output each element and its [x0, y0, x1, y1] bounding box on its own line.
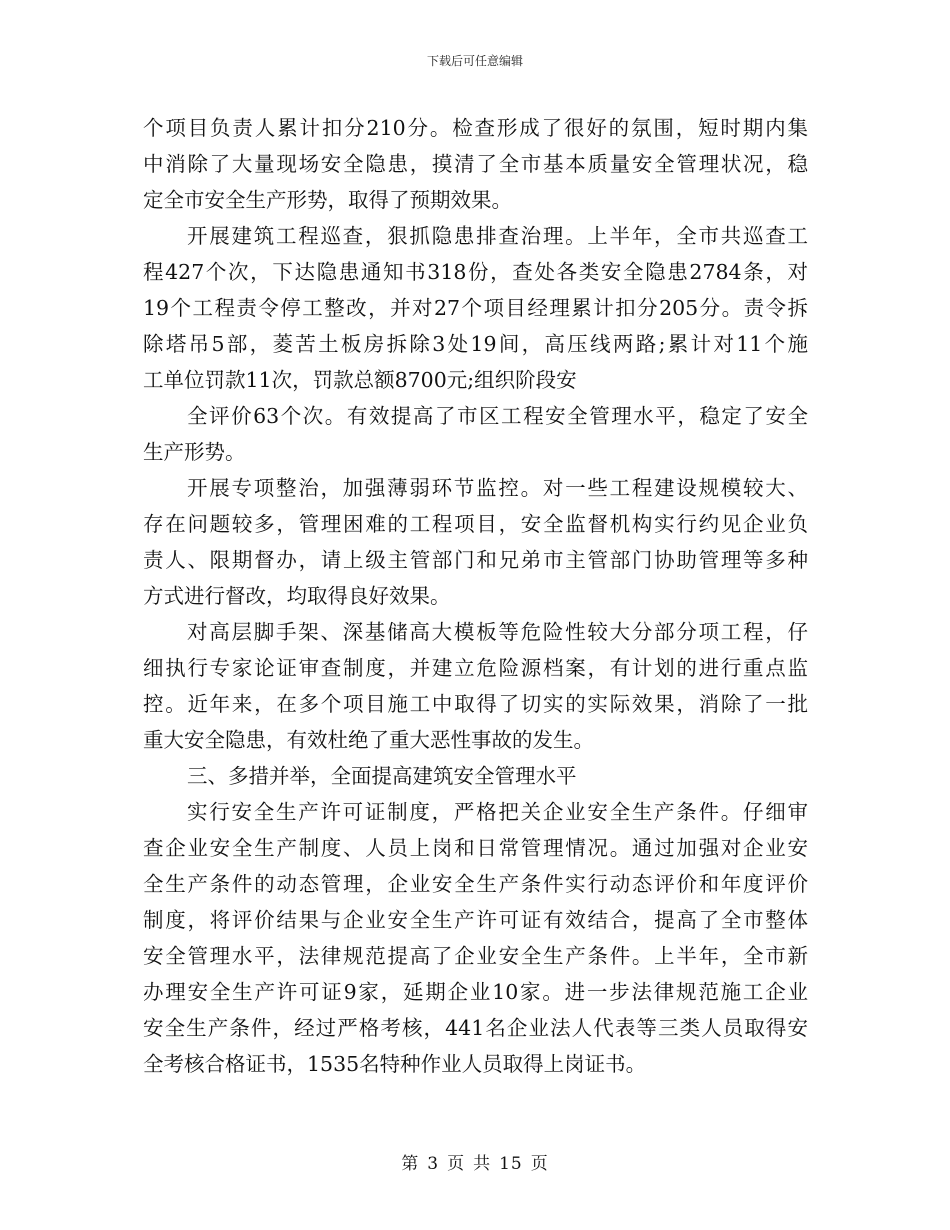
text-line: 办理安全生产许可证9家，延期企业10家。进一步法律规范施工企业 [143, 980, 808, 1004]
text-line: 对高层脚手架、深基储高大模板等危险性较大分部分项工程，仔 [187, 620, 808, 644]
text-line: 制度，将评价结果与企业安全生产许可证有效结合，提高了全市整体 [143, 908, 808, 932]
footer-prefix: 第 [401, 1154, 420, 1174]
text-line: 全生产条件的动态管理，企业安全生产条件实行动态评价和年度评价 [143, 872, 808, 896]
section-heading: 三、多措并举，全面提高建筑安全管理水平 [187, 764, 577, 788]
current-page-number: 3 [427, 1154, 440, 1174]
text-line: 个项目负责人累计扣分210分。检查形成了很好的氛围，短时期内集 [143, 116, 808, 140]
text-line: 责人、限期督办，请上级主管部门和兄弟市主管部门协助管理等多种 [143, 548, 808, 572]
document-body [143, 110, 808, 1082]
paragraph [143, 614, 808, 758]
text-line: 除塔吊5部，菱苦土板房拆除3处19间，高压线两路;累计对11个施 [143, 332, 808, 356]
text-line: 方式进行督改，均取得良好效果。 [143, 584, 451, 608]
footer-suffix: 页 [530, 1154, 549, 1174]
paragraph [143, 470, 808, 614]
paragraph [143, 110, 808, 218]
text-line: 开展建筑工程巡查，狠抓隐患排查治理。上半年，全市共巡查工 [187, 224, 808, 248]
footer-middle: 页 [447, 1154, 466, 1174]
text-line: 查企业安全生产制度、人员上岗和日常管理情况。通过加强对企业安 [143, 836, 808, 860]
text-line: 存在问题较多，管理困难的工程项目，安全监督机构实行约见企业负 [143, 512, 808, 536]
text-line: 生产形势。 [143, 440, 246, 464]
text-line: 安全生产条件，经过严格考核，441名企业法人代表等三类人员取得安 [143, 1016, 808, 1040]
text-line: 19个工程责令停工整改，并对27个项目经理累计扣分205分。责令拆 [143, 296, 808, 320]
paragraph [143, 218, 808, 398]
text-line: 中消除了大量现场安全隐患，摸清了全市基本质量安全管理状况，稳 [143, 152, 808, 176]
text-line: 全考核合格证书，1535名特种作业人员取得上岗证书。 [143, 1052, 647, 1076]
total-pages-number: 15 [499, 1154, 523, 1174]
text-line: 程427个次，下达隐患通知书318份，查处各类安全隐患2784条，对 [143, 260, 808, 284]
footer-of: 共 [473, 1154, 492, 1174]
text-line: 控。近年来，在多个项目施工中取得了切实的实际效果，消除了一批 [143, 692, 808, 716]
text-line: 定全市安全生产形势，取得了预期效果。 [143, 188, 512, 212]
text-line: 实行安全生产许可证制度，严格把关企业安全生产条件。仔细审 [187, 800, 808, 824]
text-line: 全评价63个次。有效提高了市区工程安全管理水平，稳定了安全 [187, 404, 808, 428]
text-line: 安全管理水平，法律规范提高了企业安全生产条件。上半年，全市新 [143, 944, 808, 968]
paragraph [143, 794, 808, 1082]
text-line: 细执行专家论证审查制度，并建立危险源档案，有计划的进行重点监 [143, 656, 808, 680]
text-line: 重大安全隐患，有效杜绝了重大恶性事故的发生。 [143, 728, 594, 752]
paragraph [143, 398, 808, 470]
page-footer [0, 1153, 950, 1175]
text-line: 工单位罚款11次，罚款总额8700元;组织阶段安 [143, 368, 577, 392]
text-line: 开展专项整治，加强薄弱环节监控。对一些工程建设规模较大、 [187, 476, 808, 500]
page-header: 下载后可任意编辑 [426, 54, 523, 68]
